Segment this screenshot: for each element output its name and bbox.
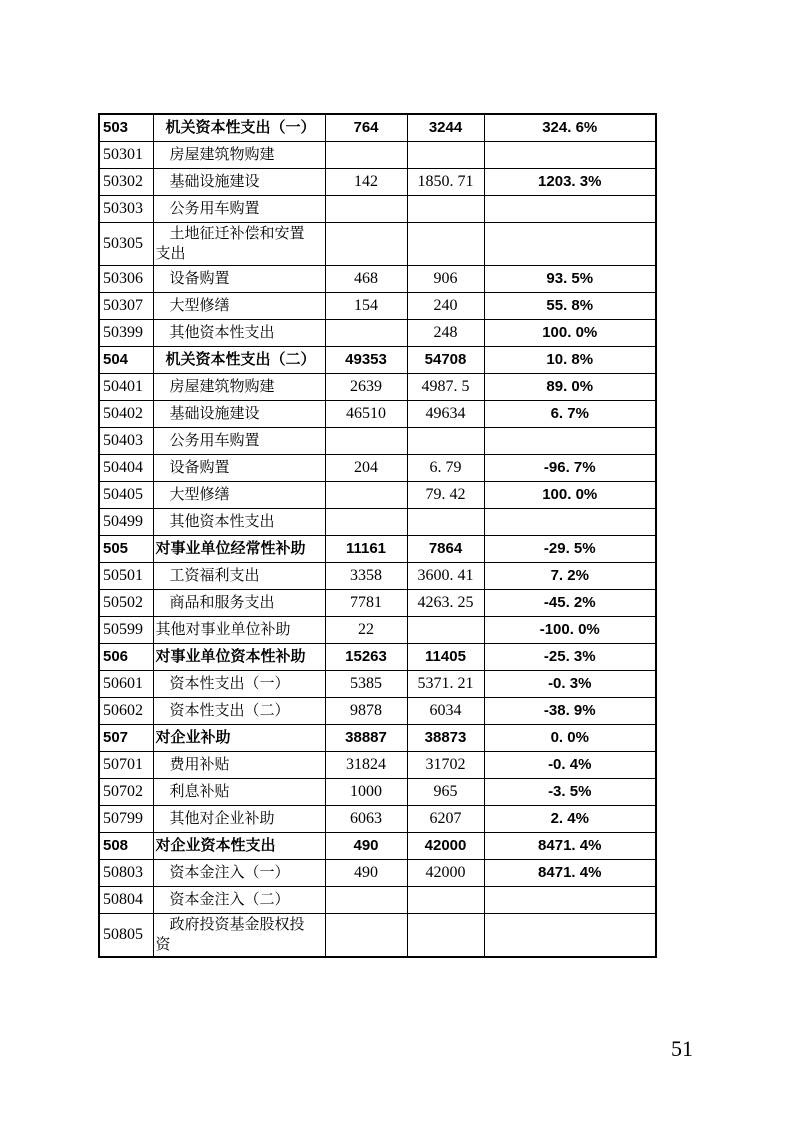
- table-row: [99, 400, 656, 427]
- name-cell: 土地征迁补偿和安置支出: [153, 222, 325, 265]
- name-cell: 设备购置: [153, 454, 325, 481]
- name-cell: 资本金注入（一）: [153, 859, 325, 886]
- percent-cell: -96. 7%: [484, 454, 656, 481]
- budget-value-cell: 22: [325, 616, 407, 643]
- percent-cell: -25. 3%: [484, 643, 656, 670]
- name-cell: 机关资本性支出（二）: [153, 346, 325, 373]
- budget-value-cell: 3358: [325, 562, 407, 589]
- final-value-cell: 1850. 71: [407, 168, 484, 195]
- budget-value-cell: [325, 195, 407, 222]
- percent-cell: 7. 2%: [484, 562, 656, 589]
- percent-cell: [484, 427, 656, 454]
- percent-cell: -0. 4%: [484, 751, 656, 778]
- budget-value-cell: 204: [325, 454, 407, 481]
- percent-cell: 100. 0%: [484, 481, 656, 508]
- budget-value-cell: 9878: [325, 697, 407, 724]
- final-value-cell: 42000: [407, 859, 484, 886]
- name-cell: 对事业单位经常性补助: [153, 535, 325, 562]
- name-cell: 其他对企业补助: [153, 805, 325, 832]
- name-cell: 对事业单位资本性补助: [153, 643, 325, 670]
- name-cell: 公务用车购置: [153, 427, 325, 454]
- code-cell: 50301: [99, 141, 153, 168]
- final-value-cell: [407, 141, 484, 168]
- final-value-cell: [407, 616, 484, 643]
- table-row: [99, 778, 656, 805]
- code-cell: 50499: [99, 508, 153, 535]
- budget-value-cell: 11161: [325, 535, 407, 562]
- final-value-cell: 38873: [407, 724, 484, 751]
- percent-cell: 55. 8%: [484, 292, 656, 319]
- budget-value-cell: [325, 481, 407, 508]
- name-cell: 公务用车购置: [153, 195, 325, 222]
- code-cell: 50402: [99, 400, 153, 427]
- code-cell: 50502: [99, 589, 153, 616]
- percent-cell: -100. 0%: [484, 616, 656, 643]
- final-value-cell: 11405: [407, 643, 484, 670]
- percent-cell: 6. 7%: [484, 400, 656, 427]
- table-row: [99, 141, 656, 168]
- final-value-cell: 248: [407, 319, 484, 346]
- table-row: [99, 508, 656, 535]
- code-cell: 50305: [99, 222, 153, 265]
- table-row: [99, 832, 656, 859]
- table-row: [99, 589, 656, 616]
- name-cell: 房屋建筑物购建: [153, 141, 325, 168]
- table-row: [99, 913, 656, 957]
- table-row: [99, 535, 656, 562]
- name-cell: 利息补贴: [153, 778, 325, 805]
- table-row: [99, 643, 656, 670]
- table-row: [99, 427, 656, 454]
- percent-cell: -38. 9%: [484, 697, 656, 724]
- budget-value-cell: 15263: [325, 643, 407, 670]
- percent-cell: 324. 6%: [484, 114, 656, 141]
- table-row: [99, 481, 656, 508]
- budget-value-cell: [325, 141, 407, 168]
- budget-value-cell: 1000: [325, 778, 407, 805]
- final-value-cell: 5371. 21: [407, 670, 484, 697]
- name-cell: 基础设施建设: [153, 168, 325, 195]
- percent-cell: 8471. 4%: [484, 859, 656, 886]
- final-value-cell: 906: [407, 265, 484, 292]
- final-value-cell: 4987. 5: [407, 373, 484, 400]
- table-row: [99, 886, 656, 913]
- table-row: [99, 454, 656, 481]
- percent-cell: -3. 5%: [484, 778, 656, 805]
- table-row: [99, 859, 656, 886]
- percent-cell: 93. 5%: [484, 265, 656, 292]
- final-value-cell: [407, 508, 484, 535]
- code-cell: 50404: [99, 454, 153, 481]
- code-cell: 50501: [99, 562, 153, 589]
- percent-cell: 2. 4%: [484, 805, 656, 832]
- budget-value-cell: [325, 886, 407, 913]
- name-cell: 资本金注入（二）: [153, 886, 325, 913]
- percent-cell: 100. 0%: [484, 319, 656, 346]
- table-row: [99, 222, 656, 265]
- percent-cell: 0. 0%: [484, 724, 656, 751]
- code-cell: 50803: [99, 859, 153, 886]
- table-row: [99, 805, 656, 832]
- final-value-cell: 965: [407, 778, 484, 805]
- table-row: [99, 616, 656, 643]
- final-value-cell: 7864: [407, 535, 484, 562]
- code-cell: 50306: [99, 265, 153, 292]
- budget-table-body: [99, 114, 656, 957]
- name-cell: 资本性支出（二）: [153, 697, 325, 724]
- code-cell: 50401: [99, 373, 153, 400]
- final-value-cell: 6207: [407, 805, 484, 832]
- budget-value-cell: 468: [325, 265, 407, 292]
- table-row: [99, 697, 656, 724]
- code-cell: 50804: [99, 886, 153, 913]
- percent-cell: -29. 5%: [484, 535, 656, 562]
- code-cell: 50399: [99, 319, 153, 346]
- percent-cell: [484, 195, 656, 222]
- name-cell: 房屋建筑物购建: [153, 373, 325, 400]
- budget-value-cell: [325, 222, 407, 265]
- percent-cell: [484, 222, 656, 265]
- name-cell: 商品和服务支出: [153, 589, 325, 616]
- budget-value-cell: 142: [325, 168, 407, 195]
- code-cell: 50702: [99, 778, 153, 805]
- final-value-cell: 79. 42: [407, 481, 484, 508]
- code-cell: 50799: [99, 805, 153, 832]
- budget-value-cell: 6063: [325, 805, 407, 832]
- code-cell: 50307: [99, 292, 153, 319]
- budget-value-cell: 5385: [325, 670, 407, 697]
- budget-value-cell: 154: [325, 292, 407, 319]
- budget-value-cell: 49353: [325, 346, 407, 373]
- final-value-cell: 4263. 25: [407, 589, 484, 616]
- name-cell: 费用补贴: [153, 751, 325, 778]
- name-cell: 机关资本性支出（一）: [153, 114, 325, 141]
- budget-table: [98, 113, 657, 958]
- budget-value-cell: 490: [325, 859, 407, 886]
- percent-cell: 8471. 4%: [484, 832, 656, 859]
- budget-value-cell: 2639: [325, 373, 407, 400]
- table-row: [99, 168, 656, 195]
- budget-value-cell: 38887: [325, 724, 407, 751]
- page-number: 51: [671, 1036, 693, 1061]
- name-cell: 大型修缮: [153, 481, 325, 508]
- final-value-cell: [407, 222, 484, 265]
- code-cell: 506: [99, 643, 153, 670]
- final-value-cell: 42000: [407, 832, 484, 859]
- table-row: [99, 751, 656, 778]
- name-cell: 工资福利支出: [153, 562, 325, 589]
- code-cell: 50601: [99, 670, 153, 697]
- percent-cell: [484, 886, 656, 913]
- code-cell: 508: [99, 832, 153, 859]
- name-cell: 对企业资本性支出: [153, 832, 325, 859]
- final-value-cell: 6. 79: [407, 454, 484, 481]
- code-cell: 50405: [99, 481, 153, 508]
- percent-cell: 10. 8%: [484, 346, 656, 373]
- code-cell: 507: [99, 724, 153, 751]
- budget-value-cell: 490: [325, 832, 407, 859]
- final-value-cell: 6034: [407, 697, 484, 724]
- name-cell: 资本性支出（一）: [153, 670, 325, 697]
- percent-cell: 1203. 3%: [484, 168, 656, 195]
- budget-value-cell: 764: [325, 114, 407, 141]
- table-row: [99, 670, 656, 697]
- table-row: [99, 346, 656, 373]
- table-row: [99, 562, 656, 589]
- budget-value-cell: [325, 913, 407, 957]
- code-cell: 50805: [99, 913, 153, 957]
- name-cell: 其他对事业单位补助: [153, 616, 325, 643]
- percent-cell: -0. 3%: [484, 670, 656, 697]
- final-value-cell: [407, 195, 484, 222]
- budget-value-cell: 31824: [325, 751, 407, 778]
- name-cell: 基础设施建设: [153, 400, 325, 427]
- percent-cell: 89. 0%: [484, 373, 656, 400]
- percent-cell: [484, 913, 656, 957]
- code-cell: 505: [99, 535, 153, 562]
- final-value-cell: 31702: [407, 751, 484, 778]
- percent-cell: [484, 508, 656, 535]
- code-cell: 504: [99, 346, 153, 373]
- code-cell: 50701: [99, 751, 153, 778]
- table-row: [99, 292, 656, 319]
- budget-value-cell: [325, 319, 407, 346]
- code-cell: 503: [99, 114, 153, 141]
- table-row: [99, 319, 656, 346]
- final-value-cell: 54708: [407, 346, 484, 373]
- code-cell: 50403: [99, 427, 153, 454]
- final-value-cell: 3244: [407, 114, 484, 141]
- name-cell: 设备购置: [153, 265, 325, 292]
- percent-cell: [484, 141, 656, 168]
- budget-value-cell: [325, 427, 407, 454]
- table-row: [99, 373, 656, 400]
- table-row: [99, 195, 656, 222]
- name-cell: 其他资本性支出: [153, 508, 325, 535]
- name-cell: 对企业补助: [153, 724, 325, 751]
- code-cell: 50602: [99, 697, 153, 724]
- final-value-cell: [407, 427, 484, 454]
- code-cell: 50303: [99, 195, 153, 222]
- final-value-cell: 240: [407, 292, 484, 319]
- percent-cell: -45. 2%: [484, 589, 656, 616]
- code-cell: 50302: [99, 168, 153, 195]
- code-cell: 50599: [99, 616, 153, 643]
- final-value-cell: [407, 913, 484, 957]
- budget-value-cell: 7781: [325, 589, 407, 616]
- final-value-cell: 3600. 41: [407, 562, 484, 589]
- table-row: [99, 265, 656, 292]
- name-cell: 政府投资基金股权投资: [153, 913, 325, 957]
- table-row: [99, 724, 656, 751]
- budget-value-cell: [325, 508, 407, 535]
- name-cell: 大型修缮: [153, 292, 325, 319]
- budget-value-cell: 46510: [325, 400, 407, 427]
- name-cell: 其他资本性支出: [153, 319, 325, 346]
- final-value-cell: [407, 886, 484, 913]
- final-value-cell: 49634: [407, 400, 484, 427]
- table-row: [99, 114, 656, 141]
